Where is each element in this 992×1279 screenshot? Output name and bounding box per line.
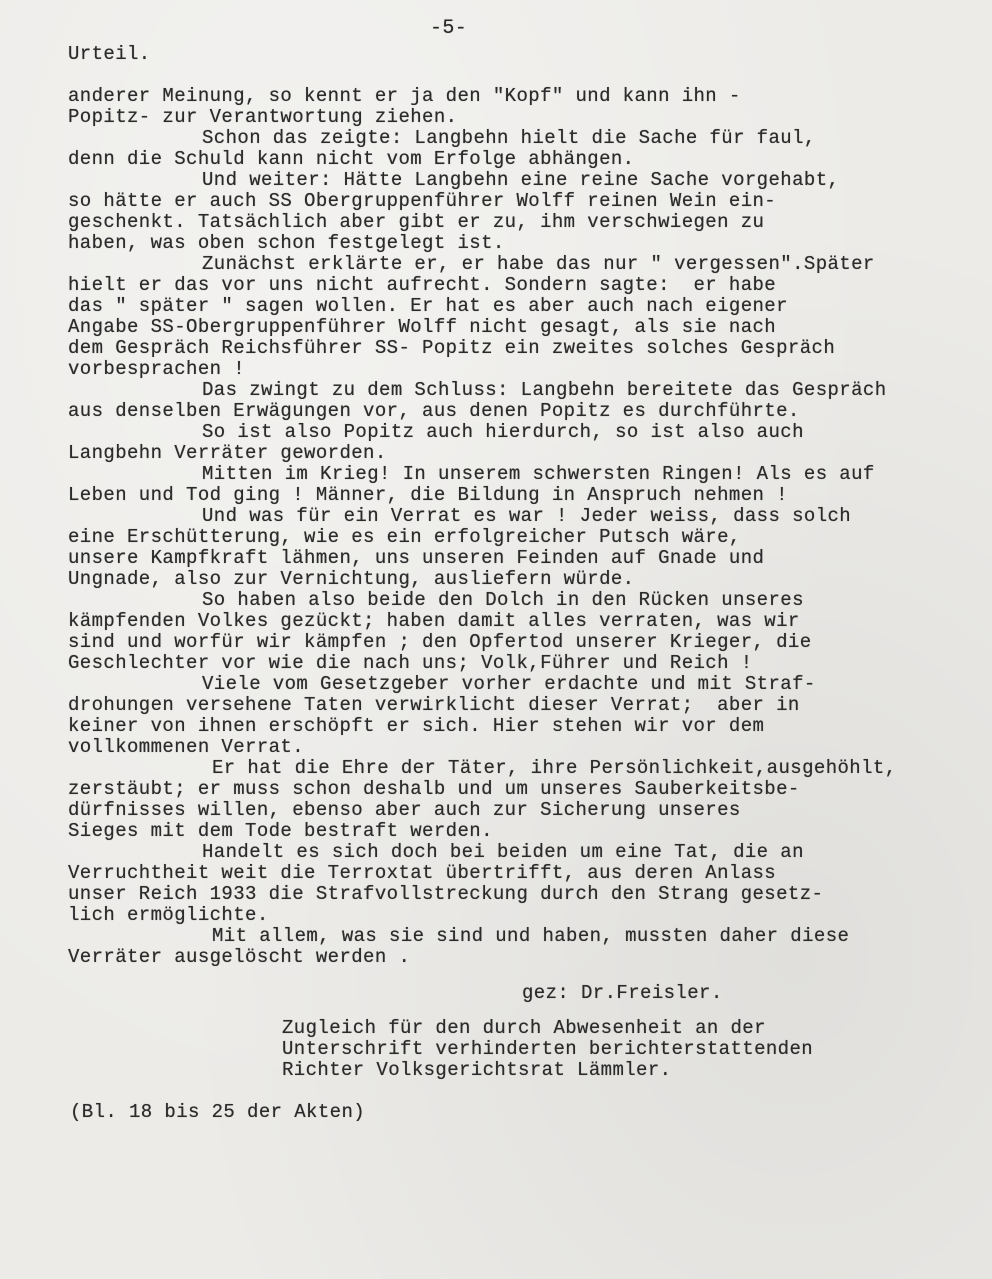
text-line: Und was für ein Verrat es war ! Jeder weiss, dass solch <box>202 505 852 527</box>
body-text <box>68 86 897 968</box>
text-line: sind und worfür wir kämpfen ; den Opfertod unserer Krieger, die <box>68 631 812 653</box>
text-line: dem Gespräch Reichsführer SS- Popitz ein zweites solches Gespräch <box>68 337 836 359</box>
text-line: Das zwingt zu dem Schluss: Langbehn bereitete das Gespräch <box>202 379 887 401</box>
text-line: kämpfenden Volkes gezückt; haben damit alles verraten, was wir <box>68 610 800 632</box>
text-line: Verruchtheit weit die Terroxtat übertrifft, aus deren Anlass <box>68 862 777 884</box>
cosign-note <box>282 1018 813 1081</box>
page-number: -5- <box>430 17 468 40</box>
text-line: haben, was oben schon festgelegt ist. <box>68 232 505 254</box>
text-line: So haben also beide den Dolch in den Rücken unseres <box>202 589 804 611</box>
text-line: dürfnisses willen, ebenso aber auch zur Sicherung unseres <box>68 799 741 821</box>
text-line: zerstäubt; er muss schon deshalb und um unseres Sauberkeitsbe- <box>68 778 800 800</box>
text-line: Mitten im Krieg! In unserem schwersten Ringen! Als es auf <box>202 463 875 485</box>
text-line: Leben und Tod ging ! Männer, die Bildung in Anspruch nehmen ! <box>68 484 788 506</box>
text-line: lich ermöglichte. <box>68 904 269 926</box>
text-line: Sieges mit dem Tode bestraft werden. <box>68 820 493 842</box>
text-line: keiner von ihnen erschöpft er sich. Hier stehen wir vor dem <box>68 715 765 737</box>
text-line: so hätte er auch SS Obergruppenführer Wolff reinen Wein ein- <box>68 190 777 212</box>
text-line: unser Reich 1933 die Strafvollstreckung durch den Strang gesetz- <box>68 883 824 905</box>
text-line: denn die Schuld kann nicht vom Erfolge abhängen. <box>68 148 635 170</box>
text-line: Mit allem, was sie sind und haben, mussten daher diese <box>212 925 850 947</box>
cosign-line: Richter Volksgerichtsrat Lämmler. <box>282 1059 672 1081</box>
text-line: drohungen versehene Taten verwirklicht dieser Verrat; aber in <box>68 694 800 716</box>
text-line: Und weiter: Hätte Langbehn eine reine Sache vorgehabt, <box>202 169 840 191</box>
cosign-line: Zugleich für den durch Abwesenheit an der <box>282 1017 766 1039</box>
text-line: Langbehn Verräter geworden. <box>68 442 387 464</box>
text-line: Angabe SS-Obergruppenführer Wolff nicht gesagt, als sie nach <box>68 316 777 338</box>
text-line: vollkommenen Verrat. <box>68 736 305 758</box>
cosign-line: Unterschrift verhinderten berichterstattenden <box>282 1038 814 1060</box>
text-line: Er hat die Ehre der Täter, ihre Persönlichkeit,ausgehöhlt, <box>212 757 897 779</box>
text-line: Zunächst erklärte er, er habe das nur " vergessen".Später <box>202 253 875 275</box>
text-line: Geschlechter vor wie die nach uns; Volk,Führer und Reich ! <box>68 652 753 674</box>
file-reference: (Bl. 18 bis 25 der Akten) <box>70 1101 366 1123</box>
text-line: So ist also Popitz auch hierdurch, so ist also auch <box>202 421 804 443</box>
text-line: Ungnade, also zur Vernichtung, ausliefern würde. <box>68 568 635 590</box>
text-line: anderer Meinung, so kennt er ja den "Kopf" und kann ihn - <box>68 85 741 107</box>
text-line: aus denselben Erwägungen vor, aus denen Popitz es durchführte. <box>68 400 800 422</box>
text-line: eine Erschütterung, wie es ein erfolgreicher Putsch wäre, <box>68 526 741 548</box>
text-line: Handelt es sich doch bei beiden um eine Tat, die an <box>202 841 804 863</box>
text-line: Popitz- zur Verantwortung ziehen. <box>68 106 458 128</box>
section-heading: Urteil. <box>68 43 151 65</box>
text-line: Schon das zeigte: Langbehn hielt die Sache für faul, <box>202 127 816 149</box>
signature: gez: Dr.Freisler. <box>522 982 723 1004</box>
text-line: Viele vom Gesetzgeber vorher erdachte und mit Straf- <box>202 673 816 695</box>
text-line: Verräter ausgelöscht werden . <box>68 946 411 968</box>
text-line: das " später " sagen wollen. Er hat es aber auch nach eigener <box>68 295 788 317</box>
text-line: unsere Kampfkraft lähmen, uns unseren Feinden auf Gnade und <box>68 547 765 569</box>
text-line: hielt er das vor uns nicht aufrecht. Sondern sagte: er habe <box>68 274 777 296</box>
text-line: geschenkt. Tatsächlich aber gibt er zu, ihm verschwiegen zu <box>68 211 765 233</box>
text-line: vorbesprachen ! <box>68 358 246 380</box>
